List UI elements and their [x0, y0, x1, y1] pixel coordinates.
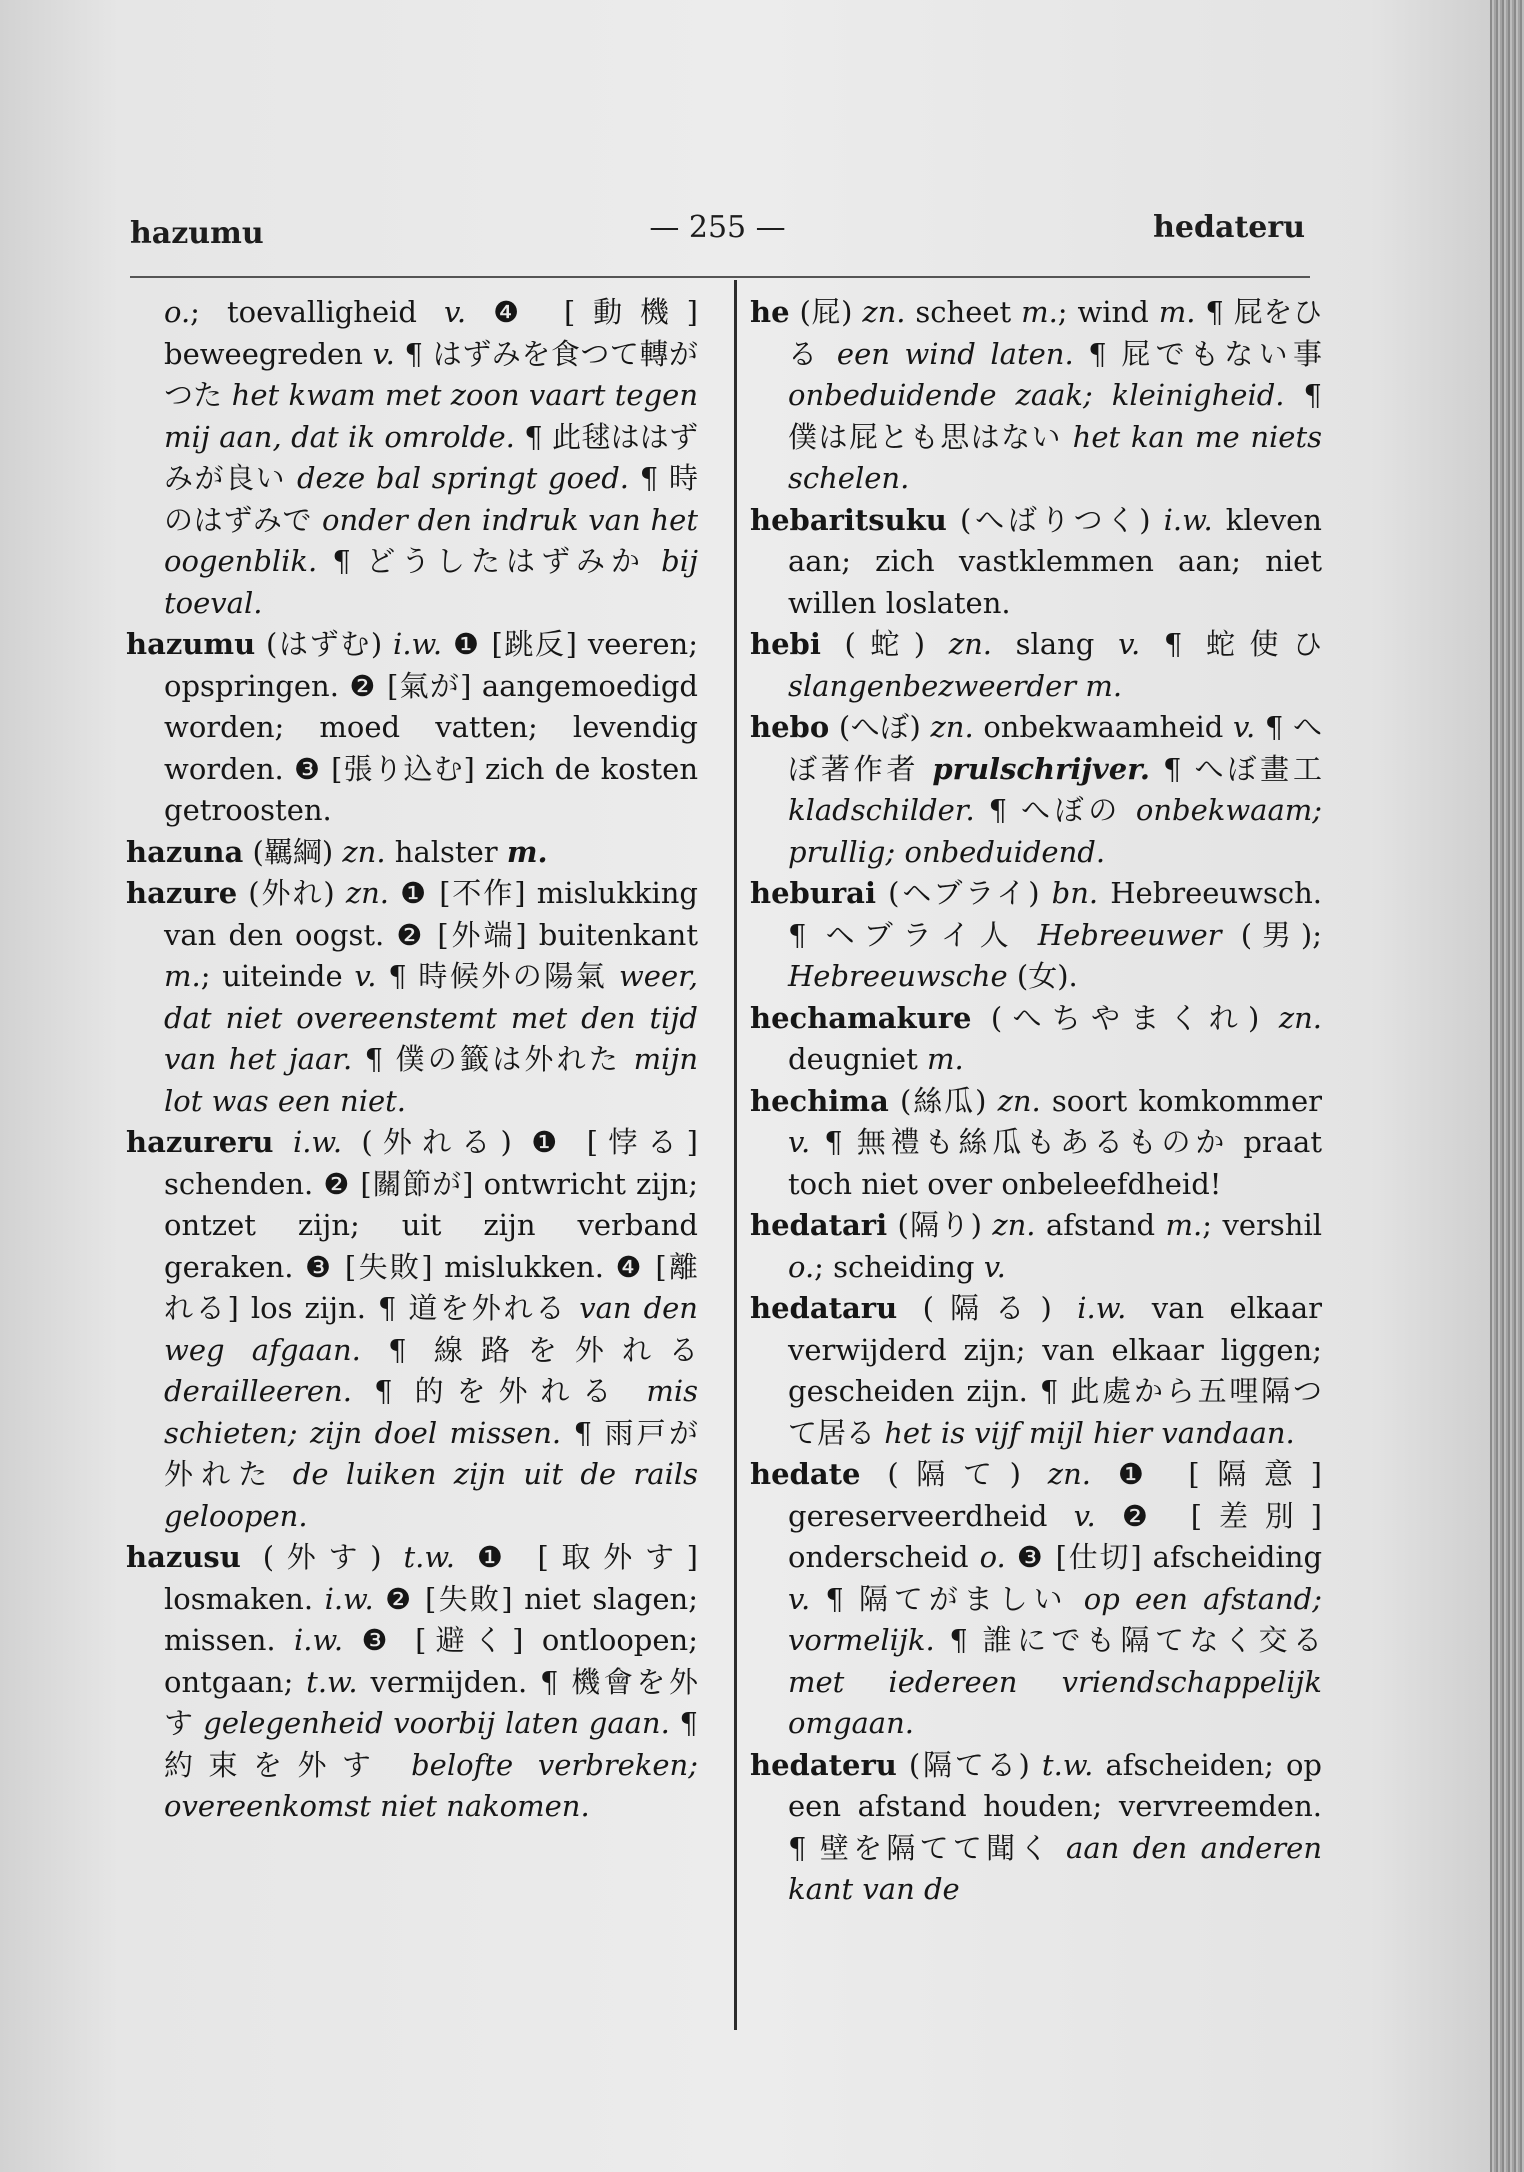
definition-text: ; vershil: [1202, 1208, 1322, 1242]
example-translation: kladschilder.: [788, 793, 975, 827]
japanese-example: ¶ 時のはずみで: [164, 461, 698, 537]
example-translation: met iedereen vriendschappelijk omgaan.: [788, 1664, 1322, 1740]
headword: hedataru: [750, 1291, 898, 1325]
part-of-speech: zn.: [862, 295, 906, 329]
gender-tag: m.: [506, 834, 548, 869]
japanese-example: ¶ はずみを食つて轉がつた: [164, 336, 698, 412]
definition-text: ❹ [動機] beweegreden: [164, 295, 698, 371]
kana-kanji: (ヘブライ): [875, 876, 1052, 910]
definition-text: ; scheiding: [814, 1249, 984, 1284]
part-of-speech: zn.: [992, 1208, 1036, 1242]
kana-kanji: (へちやまくれ): [971, 1000, 1279, 1035]
part-of-speech: zn.: [930, 710, 974, 744]
kana-kanji: (羈綱): [243, 834, 343, 869]
header-first-headword: hazumu: [130, 216, 264, 251]
gender-tag: v.: [372, 336, 395, 371]
header-last-headword: hedateru: [1153, 210, 1305, 245]
example-translation: Hebreeuwsche: [788, 959, 1008, 993]
example-translation: slangenbezweerder m.: [788, 668, 1123, 703]
definition-text: ¶ 無禮も絲瓜もあるものか praat toch niet over onbeleefdheid!: [788, 1125, 1322, 1201]
gender-tag: m.: [1021, 295, 1058, 329]
kana-kanji: (外れ): [237, 876, 346, 910]
headword: hedateru: [750, 1747, 897, 1782]
japanese-example: ¶ へぼの: [974, 793, 1136, 827]
gender-tag: o.: [979, 1540, 1006, 1574]
example-translation: Hebreeuwer: [1037, 917, 1222, 952]
japanese-example: ¶ 約束を外す: [164, 1706, 698, 1782]
headword: hedatari: [750, 1208, 888, 1242]
example-translation: aan den anderen kant van de: [788, 1830, 1322, 1906]
part-of-speech: zn.: [948, 627, 992, 661]
headword: he: [750, 295, 790, 329]
running-header: [130, 210, 1305, 260]
gender-tag: o.: [164, 295, 191, 329]
kana-kanji: (隔てる): [896, 1747, 1042, 1782]
japanese-example: ¶ 時候外の陽氣: [376, 959, 619, 993]
headword: hebaritsuku: [750, 502, 947, 537]
dictionary-entry: [750, 1205, 1322, 1288]
gender-tag: m.: [1158, 295, 1196, 329]
japanese-example: ¶ 僕の籤は外れた: [352, 1042, 634, 1076]
gender-tag: v.: [1073, 1498, 1096, 1533]
spacer-text: [274, 1125, 293, 1159]
dictionary-entry: [126, 624, 698, 832]
kana-kanji: (隔て): [860, 1457, 1048, 1491]
dictionary-entry: [750, 1081, 1322, 1206]
headword: hebo: [750, 710, 830, 744]
example-translation: mijn lot was een niet.: [164, 1042, 698, 1118]
part-of-speech: t.w.: [403, 1540, 455, 1574]
headword: hazuna: [126, 834, 244, 869]
gender-tag: v.: [788, 1125, 811, 1159]
kana-kanji: (屁): [789, 295, 863, 329]
column-divider: [734, 280, 737, 2030]
headword: hebi: [750, 627, 821, 661]
right-column: [750, 292, 1322, 2032]
part-of-speech: zn.: [1278, 1000, 1322, 1035]
example-translation: gelegenheid voorbij laten gaan.: [203, 1706, 670, 1740]
part-of-speech: t.w.: [1041, 1747, 1094, 1782]
example-translation: weer, dat niet overeenstemt met den tijd van het jaar.: [164, 959, 698, 1076]
dictionary-entry: [126, 832, 698, 874]
japanese-example: ¶ 誰にでも隔てなく交る: [934, 1623, 1322, 1657]
dictionary-entry: [126, 1122, 698, 1537]
definition-text: halster: [385, 834, 507, 869]
definition-text: (男);: [1221, 917, 1322, 952]
dictionary-entry: [750, 1288, 1322, 1454]
gender-tag: o.: [788, 1249, 815, 1284]
example-translation: de luiken zijn uit de rails geloopen.: [164, 1457, 698, 1533]
book-page-edges: [1490, 0, 1524, 2172]
japanese-example: vermijden. ¶ 機會を外す: [164, 1664, 698, 1740]
example-translation: het kwam met zoon vaart tegen mij aan, dat ik omrolde.: [164, 378, 698, 454]
example-translation: prulschrijver.: [932, 751, 1150, 786]
japanese-example: ¶ 線路を外れる: [360, 1332, 698, 1367]
example-translation: het kan me niets schelen.: [788, 419, 1322, 495]
kana-kanji: (絲瓜): [888, 1083, 998, 1118]
dictionary-entry: [126, 873, 698, 1122]
part-of-speech: zn.: [997, 1083, 1041, 1118]
dictionary-entry: [750, 292, 1322, 500]
definition-text: ❶ [隔意] gereserveerdheid: [788, 1457, 1322, 1533]
headword: hedate: [750, 1457, 861, 1491]
part-of-speech: zn.: [345, 876, 390, 910]
dictionary-entry: [750, 707, 1322, 873]
header-rule: [130, 276, 1310, 278]
definition-text: deugniet: [788, 1042, 927, 1076]
gender-tag: v.: [1233, 710, 1256, 744]
japanese-example: ¶ 雨戸が外れた: [164, 1415, 698, 1491]
left-column: [126, 292, 698, 2032]
dictionary-entry-continued: [126, 292, 698, 624]
kana-kanji: (へばりつく): [946, 502, 1164, 537]
example-translation: bij toeval.: [164, 544, 698, 620]
gender-tag: m.: [1165, 1208, 1203, 1242]
japanese-example: ¶ 隔てがましい: [810, 1581, 1084, 1616]
part-of-speech: i.w.: [294, 1623, 344, 1657]
japanese-example: ¶ 的を外れる: [351, 1374, 647, 1408]
japanese-example: ¶ 屁でもない事: [1073, 336, 1322, 371]
japanese-example: ¶ 屁をひる: [788, 295, 1322, 371]
definition-text: van elkaar verwijderd zijn; van elkaar liggen; gescheiden zijn. ¶ 此處から五哩隔つて居る: [788, 1291, 1322, 1450]
japanese-example: ¶ 蛇使ひ: [1140, 627, 1322, 661]
example-translation: het is vijf mijl hier vandaan.: [884, 1415, 1295, 1450]
kana-kanji: (隔り): [887, 1208, 993, 1242]
definition-text: kleven aan; zich vastklemmen aan; niet willen loslaten.: [788, 502, 1322, 620]
example-translation: deze bal springt goed.: [296, 461, 630, 495]
definition-text: (女).: [1007, 959, 1078, 993]
headword: hechima: [750, 1083, 889, 1118]
definition-text: ❸ [避く] ontloopen; ontgaan;: [164, 1623, 698, 1699]
kana-kanji: (外す): [240, 1540, 404, 1574]
definition-text: Hebreeuwsch. ¶ ヘブライ人: [788, 876, 1322, 952]
definition-text: soort komkommer: [1040, 1083, 1322, 1118]
definition-text: onbekwaamheid: [973, 710, 1234, 744]
japanese-example: ¶ 此毬ははずみが良い: [164, 419, 698, 495]
example-translation: een wind laten.: [836, 336, 1074, 371]
kana-kanji: (隔る): [897, 1291, 1078, 1325]
example-translation: van den weg afgaan.: [164, 1291, 698, 1367]
headword: hazure: [126, 876, 238, 910]
japanese-example: ¶ へぼ畫工: [1149, 751, 1322, 786]
headword: heburai: [750, 876, 876, 910]
gender-tag: v.: [354, 959, 377, 993]
headword: hazureru: [126, 1125, 274, 1159]
example-translation: op een afstand; vormelijk.: [788, 1581, 1322, 1657]
example-translation: onbekwaam; prullig; onbeduidend.: [788, 793, 1322, 869]
headword: hazusu: [126, 1540, 241, 1574]
definition-text: ❶ [取外す] losmaken.: [164, 1540, 698, 1616]
gender-tag: v.: [788, 1581, 811, 1616]
definition-text: ❷ [失敗] niet slagen; missen.: [164, 1581, 698, 1657]
definition-text: scheet: [905, 295, 1022, 329]
definition-text: afscheiden; op een afstand houden; vervreemden. ¶ 壁を隔てて聞く: [788, 1747, 1322, 1865]
dictionary-entry: [750, 1454, 1322, 1745]
gender-tag: v.: [983, 1249, 1006, 1284]
part-of-speech: i.w.: [324, 1581, 374, 1616]
dictionary-entry: [126, 1537, 698, 1828]
definition-text: ❶ [不作] mislukking van den oogst. ❷ [外端] buitenkant: [164, 876, 698, 952]
dictionary-entry: [750, 873, 1322, 998]
dictionary-entry: [750, 998, 1322, 1081]
definition-text: ; wind: [1057, 295, 1159, 329]
headword: hazumu: [126, 627, 256, 661]
part-of-speech: zn.: [1047, 1457, 1091, 1491]
example-translation: onder den indruk van het oogenblik.: [164, 502, 698, 578]
part-of-speech: zn.: [342, 834, 386, 869]
gender-tag: v.: [443, 295, 467, 329]
gender-tag: m.: [926, 1042, 964, 1076]
japanese-example: ¶ どうしたはずみか: [317, 544, 662, 578]
japanese-example: ¶ 僕は屁とも思はない: [788, 378, 1322, 454]
kana-kanji: (蛇): [820, 627, 949, 661]
definition-text: ; uiteinde: [200, 959, 355, 993]
part-of-speech: i.w.: [292, 1125, 343, 1159]
definition-text: ❶ [跳反] veeren; opspringen. ❷ [氣が] aangemoedigd worden; moed vatten; levendig worden. ❸ [張り込む] zich de kosten getroosten.: [164, 627, 698, 827]
dictionary-entry: [750, 500, 1322, 625]
part-of-speech: i.w.: [1163, 502, 1213, 537]
headword: hechamakure: [750, 1000, 972, 1035]
example-translation: derailleeren.: [164, 1374, 352, 1408]
part-of-speech: bn.: [1051, 876, 1099, 910]
kana-kanji: (へぼ): [829, 710, 931, 744]
dictionary-entry: [750, 1745, 1322, 1911]
kana-kanji: (はずむ): [255, 627, 394, 661]
gender-tag: v.: [1118, 627, 1141, 661]
japanese-example: ¶ へぼ著作者: [788, 710, 1322, 786]
example-translation: mis schieten; zijn doel missen.: [164, 1374, 698, 1450]
definition-text: ; toevalligheid: [190, 295, 444, 329]
definition-text: ❷ [差別] onderscheid: [788, 1498, 1322, 1574]
part-of-speech: i.w.: [1077, 1291, 1127, 1325]
gender-tag: m.: [164, 959, 201, 993]
definition-text: (外れる) ❶ [悖る] schenden. ❷ [關節が] ontwricht zijn; ontzet zijn; uit zijn verband geraken. ❸ [失敗] mislukken. ❹ [離れる] los zijn. ¶ 道を外れる: [164, 1125, 698, 1325]
part-of-speech: t.w.: [306, 1664, 358, 1699]
part-of-speech: i.w.: [393, 627, 443, 661]
definition-text: slang: [991, 627, 1119, 661]
page-number: — 255 —: [649, 210, 786, 245]
definition-text: ❸ [仕切] afscheiding: [1005, 1540, 1322, 1574]
example-translation: belofte verbreken; overeenkomst niet nakomen.: [164, 1747, 698, 1823]
example-translation: onbeduidende zaak; kleinigheid.: [788, 378, 1285, 412]
definition-text: afstand: [1035, 1208, 1166, 1242]
dictionary-entry: [750, 624, 1322, 707]
